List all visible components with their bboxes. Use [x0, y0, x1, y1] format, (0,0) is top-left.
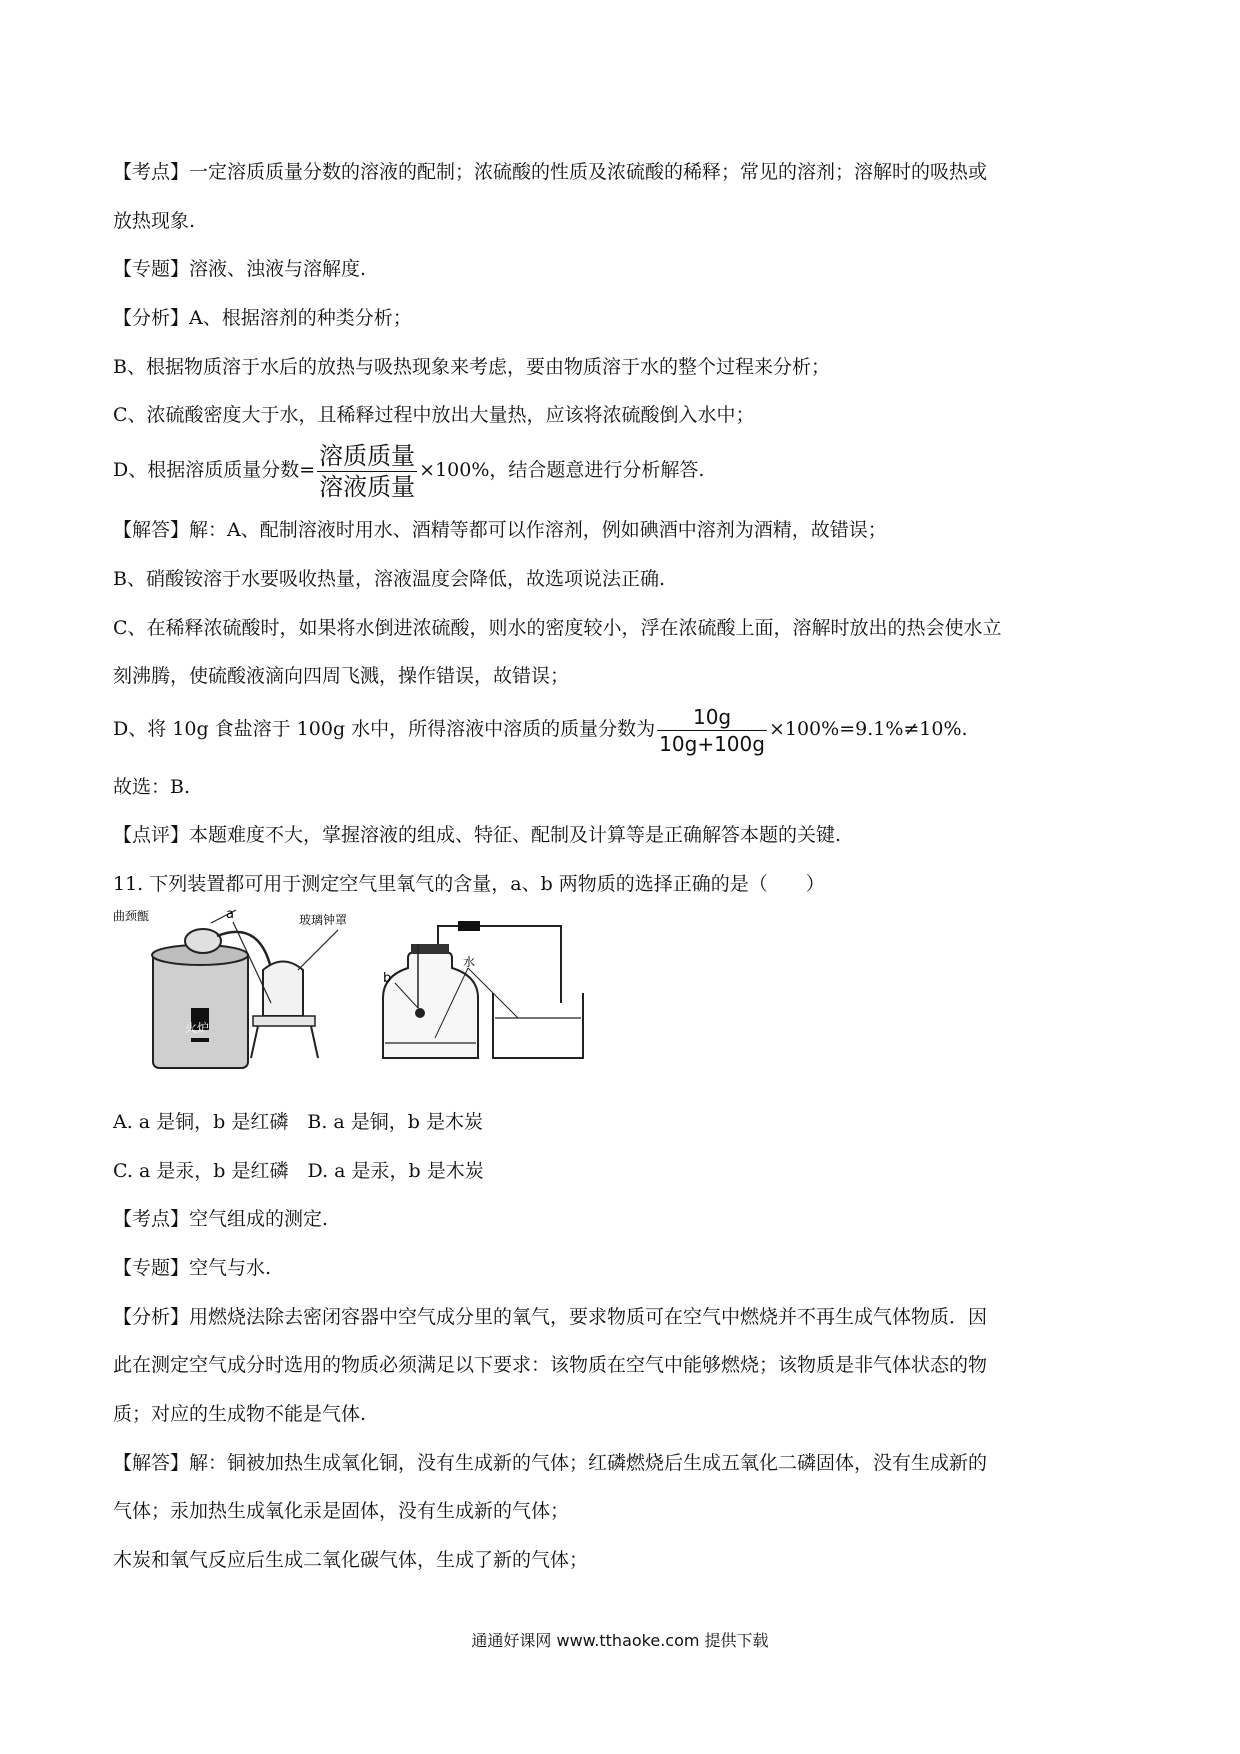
stand-leg-left	[251, 1026, 258, 1058]
fenxi-d-prefix: D、根据溶质质量分数=	[113, 459, 316, 481]
guxuan-line: 故选：B.	[113, 776, 191, 798]
fenxi2-line-1: 【分析】用燃烧法除去密闭容器中空气成分里的氧气，要求物质可在空气中燃烧并不再生成气体物质．因	[113, 1306, 988, 1328]
bell-jar	[263, 962, 303, 1017]
label-b: b	[383, 971, 392, 986]
mass-fraction-formula	[317, 442, 417, 501]
lavoisier-apparatus	[113, 908, 347, 1068]
jieda-d-prefix: D、将 10g 食盐溶于 100g 水中，所得溶液中溶质的质量分数为	[113, 718, 656, 740]
combustion-spoon	[415, 1008, 425, 1018]
label-retort: 曲颈甑	[113, 909, 150, 923]
pointer-bell	[298, 930, 338, 970]
furnace-slot	[191, 1038, 209, 1042]
fenxi-line-b: B、根据物质溶于水后的放热与吸热现象来考虑，要由物质溶于水的整个过程来分析；	[113, 356, 830, 378]
label-bell: 玻璃钟罩	[299, 913, 348, 927]
jieda2-line-3: 木炭和氧气反应后生成二氧化碳气体，生成了新的气体；	[113, 1549, 589, 1571]
kaodian-line-1: 【考点】一定溶质质量分数的溶液的配制；浓硫酸的性质及浓硫酸的稀释；常见的溶剂；溶解时的吸热或	[113, 161, 988, 183]
jieda-line-a: 【解答】解：A、配制溶液时用水、酒精等都可以作溶剂，例如碘酒中溶剂为酒精，故错误；	[113, 519, 887, 541]
jieda-line-b: B、硝酸铵溶于水要吸收热量，溶液温度会降低，故选项说法正确.	[113, 568, 666, 590]
formula-numerator: 溶质质量	[319, 441, 416, 470]
kaodian-line-2: 放热现象.	[113, 210, 196, 232]
salt-fraction-numerator: 10g	[692, 704, 732, 729]
jieda2-line-1: 【解答】解：铜被加热生成氧化铜，没有生成新的气体；红磷燃烧后生成五氧化二磷固体，没有生成新的	[113, 1452, 988, 1474]
fenxi2-line-2: 此在测定空气成分时选用的物质必须满足以下要求：该物质在空气中能够燃烧；该物质是非气体状态的物	[113, 1354, 988, 1376]
question-11: 11. 下列装置都可用于测定空气里氧气的含量，a、b 两物质的选择正确的是（ ）	[113, 873, 825, 895]
apparatus-figure	[113, 908, 613, 1078]
salt-fraction-denominator: 10g+100g	[659, 731, 765, 756]
zhuanti-2: 【专题】空气与水.	[113, 1257, 272, 1279]
beaker	[493, 993, 583, 1058]
salt-fraction-formula	[657, 705, 767, 756]
label-furnace: 火炉	[185, 1021, 210, 1035]
fenxi-line-c: C、浓硫酸密度大于水，且稀释过程中放出大量热，应该将浓硫酸倒入水中；	[113, 404, 755, 426]
mercury-trough	[253, 1016, 315, 1026]
formula-denominator: 溶液质量	[319, 472, 416, 501]
fenxi-line-a: 【分析】A、根据溶剂的种类分析；	[113, 307, 412, 329]
retort-bulb	[185, 929, 221, 953]
options-ab: A. a 是铜，b 是红磷 B. a 是铜，b 是木炭	[113, 1111, 483, 1133]
fenxi-line-d	[113, 440, 704, 501]
fenxi-d-suffix: ×100%，结合题意进行分析解答.	[419, 459, 705, 481]
jieda2-line-2: 气体；汞加热生成氧化汞是固体，没有生成新的气体；	[113, 1500, 570, 1522]
zhuanti-line: 【专题】溶液、浊液与溶解度.	[113, 258, 367, 280]
jieda-d-suffix: ×100%=9.1%≠10%.	[768, 718, 968, 740]
page-footer: 通通好课网 www.tthaoke.com 提供下载	[471, 1631, 769, 1650]
jieda-line-c1: C、在稀释浓硫酸时，如果将水倒进浓硫酸，则水的密度较小，浮在浓硫酸上面，溶解时放出的热会使水立	[113, 617, 1002, 639]
label-water: 水	[463, 955, 476, 969]
options-cd: C. a 是汞，b 是红磷 D. a 是汞，b 是木炭	[113, 1160, 484, 1182]
stand-leg-right	[311, 1026, 318, 1058]
dianping-line: 【点评】本题难度不大，掌握溶液的组成、特征、配制及计算等是正确解答本题的关键.	[113, 824, 842, 846]
tube-clamp	[458, 921, 480, 931]
jieda-line-c2: 刻沸腾，使硫酸液滴向四周飞溅，操作错误，故错误；	[113, 665, 570, 687]
kaodian-2: 【考点】空气组成的测定.	[113, 1208, 329, 1230]
label-a: a	[226, 908, 234, 922]
bottle-stopper	[411, 944, 449, 954]
bottle-apparatus	[383, 921, 583, 1058]
jieda-line-d	[113, 698, 968, 760]
fenxi2-line-3: 质；对应的生成物不能是气体.	[113, 1403, 367, 1425]
